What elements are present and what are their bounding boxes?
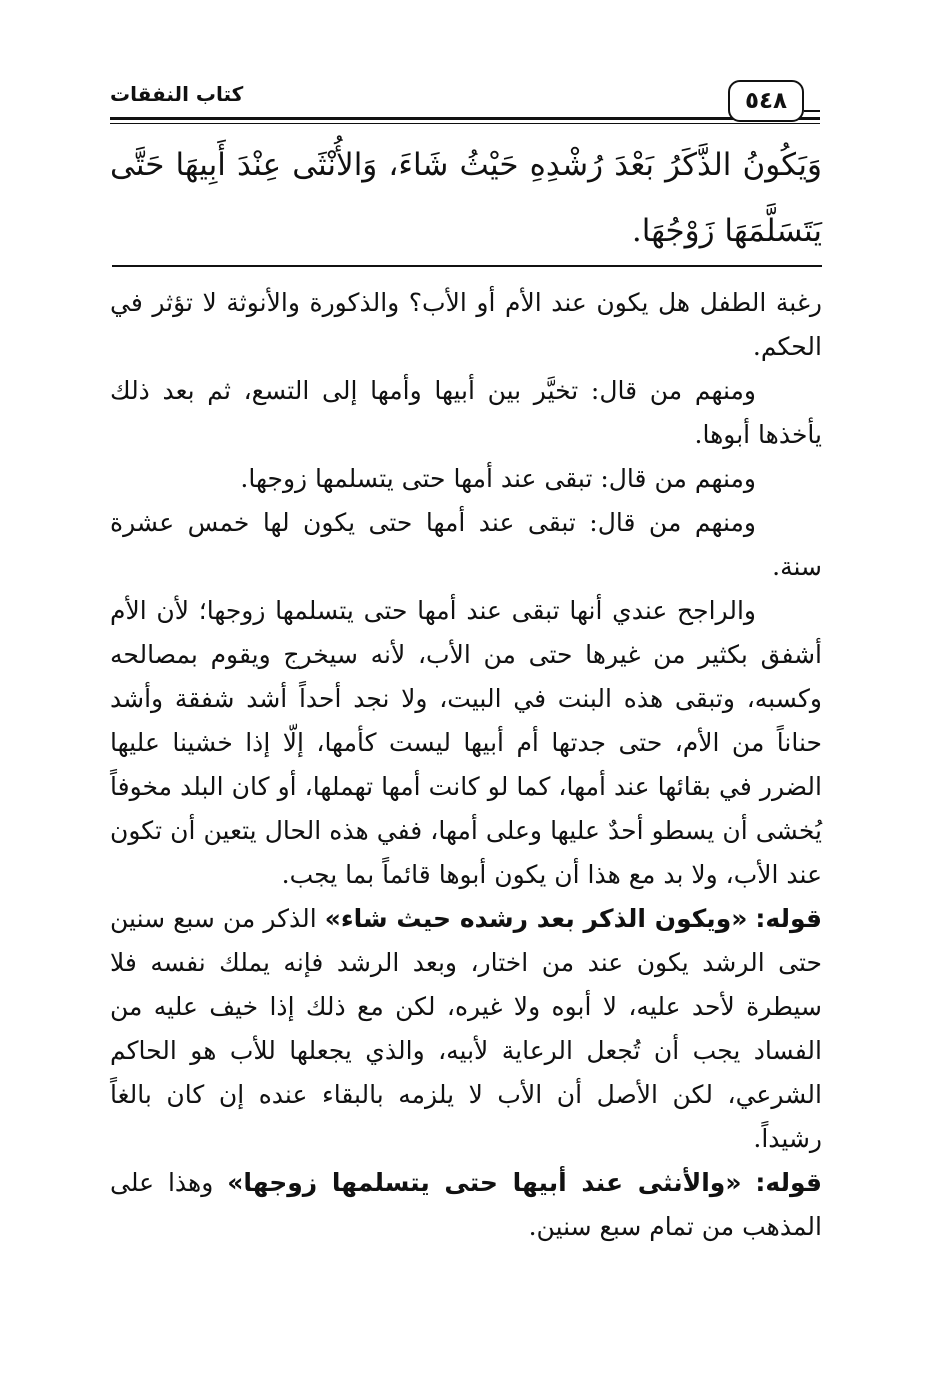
running-title: كتاب النفقات bbox=[110, 82, 244, 106]
paragraph: ومنهم من قال: تبقى عند أمها حتى يكون لها خمس عشرة سنة. bbox=[110, 508, 822, 581]
matn-separator bbox=[112, 265, 822, 267]
quoted-matn: «ويكون الذكر بعد رشده حيث شاء» bbox=[324, 904, 748, 933]
qawluh-label: قوله: bbox=[755, 1168, 823, 1197]
header-rule-thick bbox=[110, 117, 820, 120]
commentary bbox=[110, 281, 822, 1249]
matn-text: وَيَكُونُ الذَّكَرُ بَعْدَ رُشْدِهِ حَيْثُ شَاءَ، وَالأُنْثَى عِنْدَ أَبِيهَا حَتَّى يَتَسَلَّمَهَا زَوْجُهَا. bbox=[110, 147, 822, 249]
paragraph: ومنهم من قال: تخيَّر بين أبيها وأمها إلى التسع، ثم بعد ذلك يأخذها أبوها. bbox=[110, 376, 822, 449]
qawluh-label: قوله: bbox=[755, 904, 822, 933]
paragraph-text: وهذا على المذهب من تمام سبع سنين. bbox=[110, 1168, 822, 1241]
paragraph: ومنهم من قال: تبقى عند أمها حتى يتسلمها زوجها. bbox=[240, 464, 756, 493]
paragraph-text: الذكر من سبع سنين حتى الرشد يكون عند من اختار، وبعد الرشد فإنه يملك نفسه فلا سيطرة لأحد عليه، لا أبوه ولا غيره، لكن مع ذلك إذا خيف عليه من الفساد يجب أن تُجعل الرعاية لأبيه، والذي يجعلها للأب هو الحاكم الشرعي، لكن الأصل أن الأب لا يلزمه بالبقاء عنده إن كان بالغاً رشيداً. bbox=[110, 904, 822, 1153]
header-rule-thin bbox=[110, 123, 820, 124]
page-number: ٥٤٨ bbox=[728, 80, 804, 122]
paragraph bbox=[110, 897, 822, 1161]
paragraph: رغبة الطفل هل يكون عند الأم أو الأب؟ والذكورة والأنوثة لا تؤثر في الحكم. bbox=[110, 288, 822, 361]
header-rule-stub bbox=[804, 110, 820, 112]
paragraph: والراجح عندي أنها تبقى عند أمها حتى يتسلمها زوجها؛ لأن الأم أشفق بكثير من غيرها حتى من الأب، لأنه سيخرج ويقوم بمصالحه وكسبه، وتبقى هذه البنت في البيت، ولا نجد أحداً أشد شفقة وأشد حناناً من الأم، حتى جدتها أم أبيها ليست كأمها، إلّا إذا خشينا عليها الضرر في بقائها عند أمها، كما لو كانت أمها تهملها، أو كان البلد مخوفاً يُخشى أن يسطو أحدٌ عليها وعلى أمها، ففي هذه الحال يتعين أن تكون عند الأب، ولا بد مع هذا أن يكون أبوها قائماً بما يجب. bbox=[110, 596, 822, 889]
page-header bbox=[110, 72, 820, 132]
paragraph bbox=[110, 1161, 822, 1249]
quoted-matn: «والأنثى عند أبيها حتى يتسلمها زوجها» bbox=[227, 1168, 742, 1197]
